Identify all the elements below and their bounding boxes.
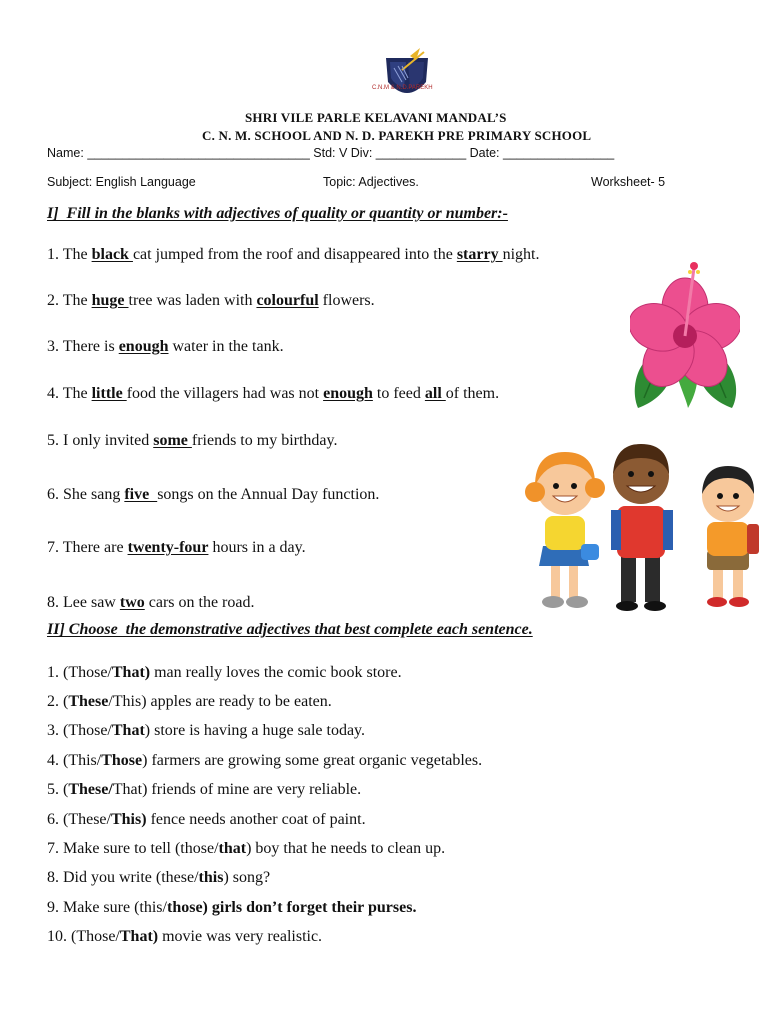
sentence-text: /This) apples are ready to be eaten. (108, 693, 332, 710)
section2-sentence-10 (47, 928, 322, 946)
answer-word: That) (119, 928, 159, 945)
section1-sentence-4 (47, 385, 499, 403)
answer-word: huge (91, 292, 129, 309)
section1-sentence-2 (47, 292, 375, 310)
section2-sentence-1 (47, 664, 402, 682)
school-logo (372, 30, 433, 100)
sentence-text: (Those/ (63, 722, 112, 739)
sentence-text: She sang (63, 486, 125, 503)
sentence-text: ( (63, 781, 69, 798)
sentence-text: songs on the Annual Day function. (157, 486, 380, 503)
sentence-text: water in the tank. (168, 338, 284, 355)
answer-word: This) (110, 811, 147, 828)
section1-heading: I] Fill in the blanks with adjectives of quality or quantity or number:- (47, 205, 508, 222)
sentence-text: (Those/ (71, 928, 120, 945)
sentence-text: Did you write (these/ (63, 869, 199, 886)
answer-word: These/ (68, 781, 113, 798)
answer-word: those) girls don’t forget their purses. (166, 899, 417, 916)
sentence-text: to feed (372, 385, 425, 402)
answer-word: These (68, 693, 109, 710)
flower-icon (630, 258, 740, 410)
sentence-text: I only invited (63, 432, 154, 449)
sentence-text: ) store is having a huge sale today. (144, 722, 366, 739)
hibiscus-flower-illustration (622, 240, 740, 415)
section2-sentence-6 (47, 811, 366, 829)
subject-label: Subject: English Language (47, 175, 196, 189)
sentence-text: man really loves the comic book store. (150, 664, 402, 681)
sentence-number: 1. (47, 246, 63, 263)
sentence-number: 4. (47, 385, 63, 402)
answer-word: That (111, 722, 145, 739)
section1-sentence-8 (47, 594, 254, 612)
answer-word: all (424, 385, 446, 402)
answer-word: two (119, 594, 145, 611)
sentence-text: flowers. (318, 292, 375, 309)
form-line (47, 146, 614, 160)
section2-sentence-8 (47, 869, 270, 887)
answer-word: Those (101, 752, 143, 769)
section2-sentence-2 (47, 693, 332, 711)
section2-sentence-9 (47, 899, 416, 917)
name-label: Name: (47, 146, 84, 160)
sentence-text: (Those/ (63, 664, 112, 681)
sentence-number: 6. (47, 486, 63, 503)
sentence-number: 3. (47, 338, 63, 355)
sentence-number: 5. (47, 432, 63, 449)
logo-text: C.N.M & N.D.PAREKH (372, 85, 433, 91)
answer-word: twenty-four (127, 539, 209, 556)
section1-sentence-5 (47, 432, 337, 450)
sentence-text: ) farmers are growing some great organic vegetables. (142, 752, 483, 769)
kids-icon (523, 436, 768, 616)
sentence-text: That) friends of mine are very reliable. (112, 781, 362, 798)
answer-word: some (153, 432, 192, 449)
section1-sentence-1 (47, 246, 539, 264)
section2-sentence-5 (47, 781, 361, 799)
worksheet-label: Worksheet- 5 (591, 175, 666, 189)
topic-label: Topic: Adjectives. (323, 175, 419, 189)
sentence-number: 2. (47, 693, 63, 710)
sentence-text: There are (62, 539, 128, 556)
sentence-text: ) boy that he needs to clean up. (246, 840, 446, 857)
sentence-number: 10. (47, 928, 71, 945)
children-illustration (515, 418, 768, 621)
sentence-number: 8. (47, 594, 63, 611)
sentence-number: 5. (47, 781, 63, 798)
section2-sentence-7 (47, 840, 445, 858)
sentence-text: cars on the road. (144, 594, 255, 611)
date-label: Date: (469, 146, 500, 160)
section2-sentence-4 (47, 752, 482, 770)
sentence-text: food the villagers had was not (126, 385, 324, 402)
sentence-number: 7. (47, 539, 63, 556)
sentence-text: (This/ (63, 752, 102, 769)
sentence-text: tree was laden with (128, 292, 257, 309)
sentence-text: of them. (445, 385, 500, 402)
sentence-number: 8. (47, 869, 63, 886)
sentence-number: 1. (47, 664, 63, 681)
answer-word: this (198, 869, 224, 886)
answer-word: starry (456, 246, 503, 263)
sentence-number: 3. (47, 722, 63, 739)
std-label: Std: V Div: (313, 146, 373, 160)
section2-sentence-3 (47, 722, 365, 740)
sentence-text: The (62, 246, 92, 263)
sentence-text: fence needs another coat of paint. (146, 811, 366, 828)
div-blank: _____________ (375, 146, 467, 160)
answer-word: five (124, 486, 158, 503)
header-line2: C. N. M. SCHOOL AND N. D. PAREKH PRE PRIMARY SCHOOL (202, 128, 592, 143)
answer-word: little (91, 385, 127, 402)
section2-heading: II] Choose the demonstrative adjectives that best complete each sentence. (47, 621, 533, 638)
sentence-text: hours in a day. (208, 539, 306, 556)
sentence-number: 6. (47, 811, 63, 828)
sentence-number: 9. (47, 899, 63, 916)
sentence-text: movie was very realistic. (158, 928, 323, 945)
sentence-text: There is (62, 338, 119, 355)
sentence-number: 4. (47, 752, 63, 769)
answer-word: that (218, 840, 247, 857)
date-blank: ________________ (503, 146, 615, 160)
answer-word: That) (111, 664, 151, 681)
answer-word: enough (118, 338, 169, 355)
sentence-number: 2. (47, 292, 63, 309)
sentence-text: Make sure to tell (those/ (63, 840, 219, 857)
sentence-text: Make sure (this/ (63, 899, 167, 916)
name-blank: ________________________________ (87, 146, 310, 160)
header-line1: SHRI VILE PARLE KELAVANI MANDAL’S (245, 110, 507, 125)
answer-word: black (91, 246, 133, 263)
answer-word: colourful (256, 292, 319, 309)
sentence-text: Lee saw (63, 594, 120, 611)
section1-sentence-3 (47, 338, 284, 356)
section1-sentence-7 (47, 539, 306, 557)
sentence-text: ) song? (223, 869, 271, 886)
sentence-text: The (62, 385, 92, 402)
sentence-text: cat jumped from the roof and disappeared into the (132, 246, 457, 263)
sentence-text: The (62, 292, 92, 309)
section1-sentence-6 (47, 486, 379, 504)
sentence-text: friends to my birthday. (191, 432, 338, 449)
sentence-text: night. (502, 246, 540, 263)
school-logo-icon (380, 48, 434, 104)
sentence-text: ( (63, 693, 69, 710)
sentence-number: 7. (47, 840, 63, 857)
answer-word: enough (323, 385, 373, 402)
sentence-text: (These/ (63, 811, 111, 828)
